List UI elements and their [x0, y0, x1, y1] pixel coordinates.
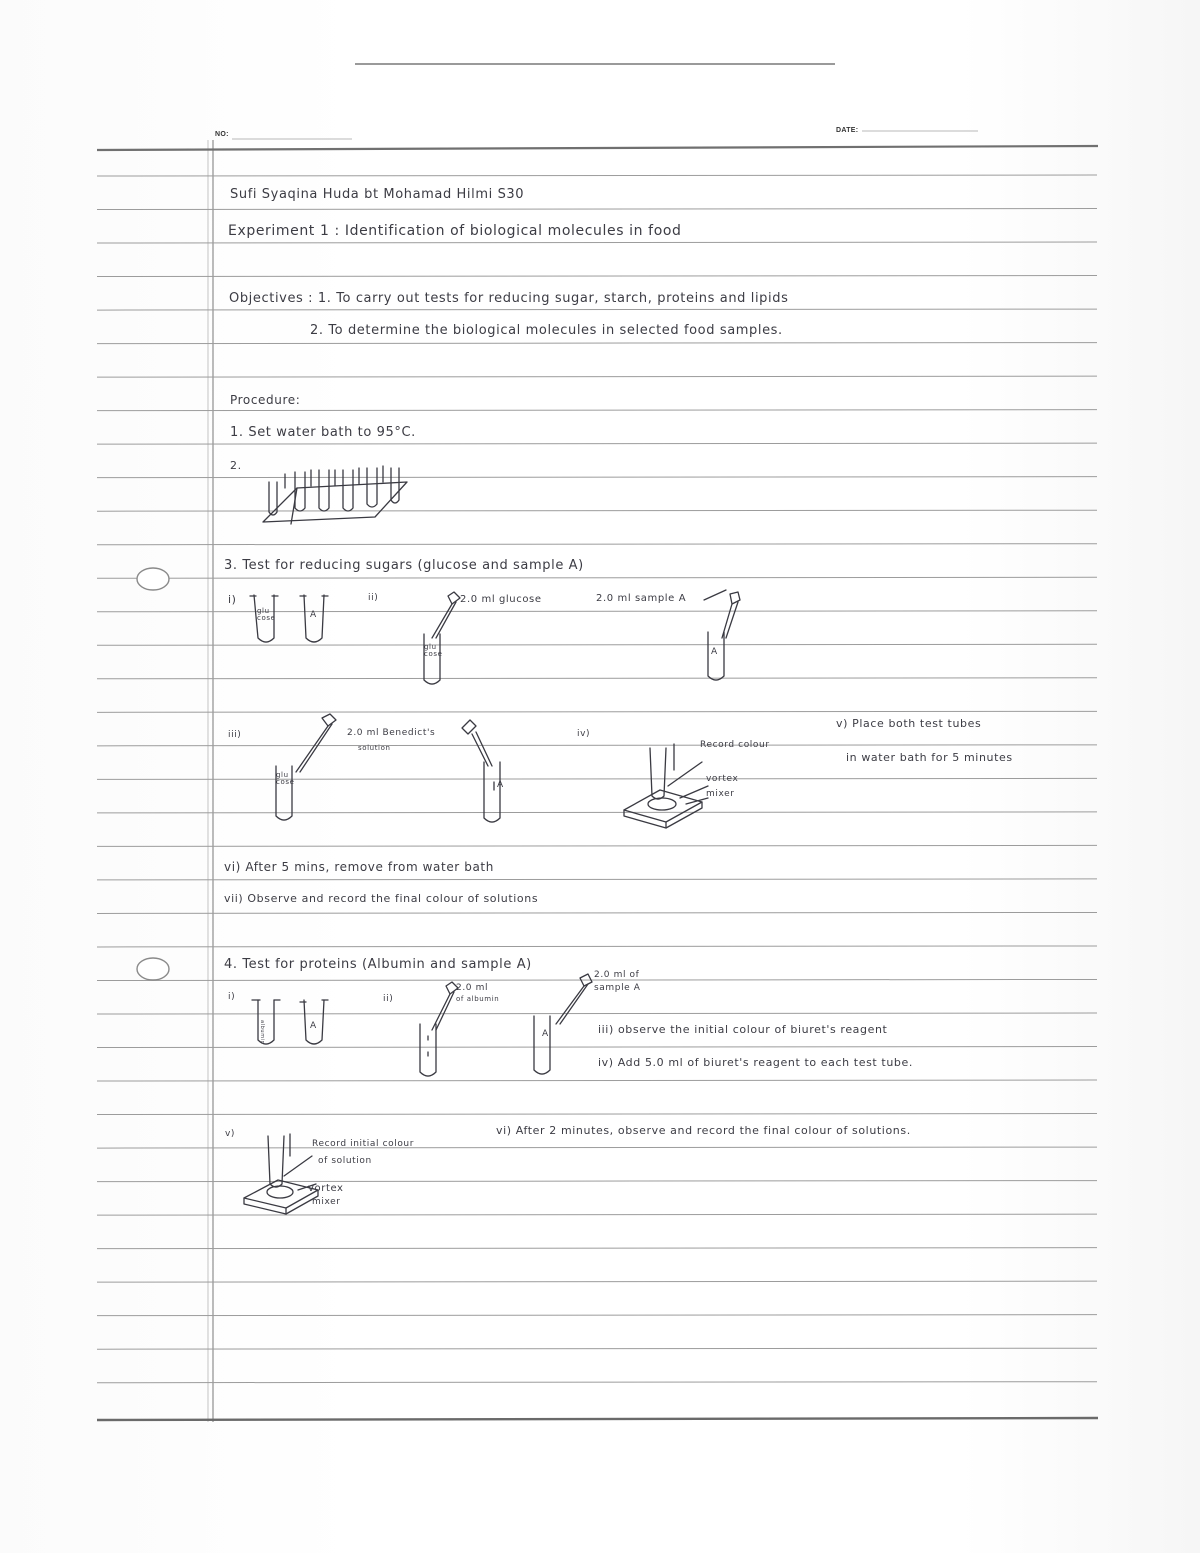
ruled-line	[97, 510, 1097, 511]
rs-step-v-line1: v) Place both test tubes	[836, 717, 982, 730]
ruled-line	[97, 443, 1097, 444]
objective-2: 2. To determine the biological molecules in selected food samples.	[310, 323, 783, 338]
rs-mixer-label: mixer	[706, 789, 735, 799]
pr-step-iii: iii) observe the initial colour of biuret's reagent	[598, 1023, 888, 1036]
procedure-step-2: 2.	[230, 459, 242, 472]
pr-mixer-label: mixer	[312, 1197, 341, 1207]
procedure-heading: Procedure:	[230, 393, 301, 407]
ruled-line	[97, 1248, 1097, 1249]
rs-tube-glucose-label: glu cose	[257, 607, 276, 622]
rs-benedicts-amount: 2.0 ml Benedict's	[347, 728, 436, 738]
reducing-sugars-heading: 3. Test for reducing sugars (glucose and sample A)	[224, 558, 584, 573]
rs-step-v-line2: in water bath for 5 minutes	[846, 751, 1013, 764]
ruled-line	[97, 242, 1097, 243]
ruled-line	[97, 745, 1097, 746]
ruled-line	[97, 477, 1097, 478]
ruled-line	[97, 879, 1097, 880]
ruled-line	[97, 1382, 1097, 1383]
author-line: Sufi Syaqina Huda bt Mohamad Hilmi S30	[230, 187, 525, 202]
test-tube-rack-sketch	[255, 462, 425, 532]
ruled-line	[97, 343, 1097, 344]
rs-glucose-amount: 2.0 ml glucose	[460, 594, 542, 605]
ruled-line	[97, 544, 1097, 545]
ruled-line	[97, 376, 1097, 377]
date-label: DATE:	[836, 127, 859, 134]
ruled-line	[97, 276, 1097, 277]
ruled-line	[97, 1281, 1097, 1282]
rs-tube-a-label-2: A	[711, 647, 718, 657]
no-label: NO:	[215, 131, 229, 138]
pr-record-initial-2: of solution	[318, 1156, 372, 1166]
ruled-line	[97, 912, 1097, 913]
ruled-line	[97, 845, 1097, 846]
rs-step-iii: iii)	[228, 730, 242, 740]
rs-sample-a-pipette-sketch	[700, 588, 760, 688]
rs-tube-a-label-3: A	[497, 780, 504, 790]
rs-glucose-pipette-sketch	[412, 590, 472, 690]
ruled-line	[97, 577, 1097, 578]
ruled-line	[97, 778, 1097, 779]
pr-record-initial-1: Record initial colour	[312, 1139, 415, 1149]
ruled-line	[97, 175, 1097, 176]
rs-tube-glucose-label-2: glu cose	[424, 643, 443, 658]
pr-albumin-amount-1: 2.0 ml	[456, 983, 489, 993]
ruled-line	[97, 1315, 1097, 1316]
ruled-line	[97, 209, 1097, 210]
rs-step-i: i)	[228, 593, 237, 606]
experiment-title: Experiment 1 : Identification of biological molecules in food	[228, 223, 682, 239]
punch-hole-top	[134, 565, 174, 595]
rs-benedicts-glucose-sketch	[266, 712, 346, 824]
rs-benedicts-solution: solution	[358, 744, 391, 752]
header-rule	[97, 146, 1098, 150]
pr-albumin-amount-2: of albumin	[456, 995, 500, 1003]
objective-1: Objectives : 1. To carry out tests for reducing sugar, starch, proteins and lipids	[229, 291, 789, 306]
rs-record-colour: Record colour	[700, 740, 770, 750]
rs-step-ii: ii)	[368, 593, 379, 603]
rs-step-vii: vii) Observe and record the final colour of solutions	[224, 892, 539, 905]
ruled-line	[97, 1080, 1097, 1081]
pr-tube-a-label: A	[310, 1021, 317, 1031]
rs-tube-a-label: A	[310, 610, 317, 620]
pr-sample-a-pipette-sketch	[526, 972, 596, 1080]
rs-vortex-label: vortex	[706, 774, 739, 784]
ruled-line	[97, 309, 1097, 310]
pr-tube-a-label-2: A	[542, 1029, 549, 1039]
rs-sample-a-amount: 2.0 ml sample A	[596, 593, 687, 604]
pr-vortex-label: vortex	[308, 1183, 344, 1194]
proteins-heading: 4. Test for proteins (Albumin and sample A)	[224, 957, 532, 972]
ruled-line	[97, 946, 1097, 947]
rs-step-vi: vi) After 5 mins, remove from water bath	[224, 860, 494, 874]
pr-step-ii: ii)	[383, 994, 394, 1004]
pr-sample-a-amount-1: 2.0 ml of	[594, 970, 640, 980]
pr-step-iv: iv) Add 5.0 ml of biuret's reagent to each test tube.	[598, 1056, 913, 1069]
pr-step-vi: vi) After 2 minutes, observe and record the final colour of solutions.	[496, 1124, 911, 1137]
ruled-line	[97, 410, 1097, 411]
rs-tube-glucose-label-3: glu cose	[276, 771, 295, 786]
rs-step-iv: iv)	[577, 729, 591, 739]
rs-benedicts-a-sketch	[458, 714, 528, 828]
pr-sample-a-amount-2: sample A	[594, 983, 641, 993]
punch-hole-bottom	[134, 955, 174, 985]
ruled-line	[97, 711, 1097, 712]
ruled-line	[97, 812, 1097, 813]
ruled-line	[97, 1114, 1097, 1115]
ruled-line	[97, 1348, 1097, 1349]
pr-step-v: v)	[225, 1129, 236, 1139]
ruled-line	[97, 678, 1097, 679]
procedure-step-1: 1. Set water bath to 95°C.	[230, 425, 416, 440]
pr-step-i: i)	[228, 992, 236, 1002]
footer-rule	[97, 1418, 1098, 1420]
pr-tube-albumin-label: albumin	[259, 1020, 265, 1045]
